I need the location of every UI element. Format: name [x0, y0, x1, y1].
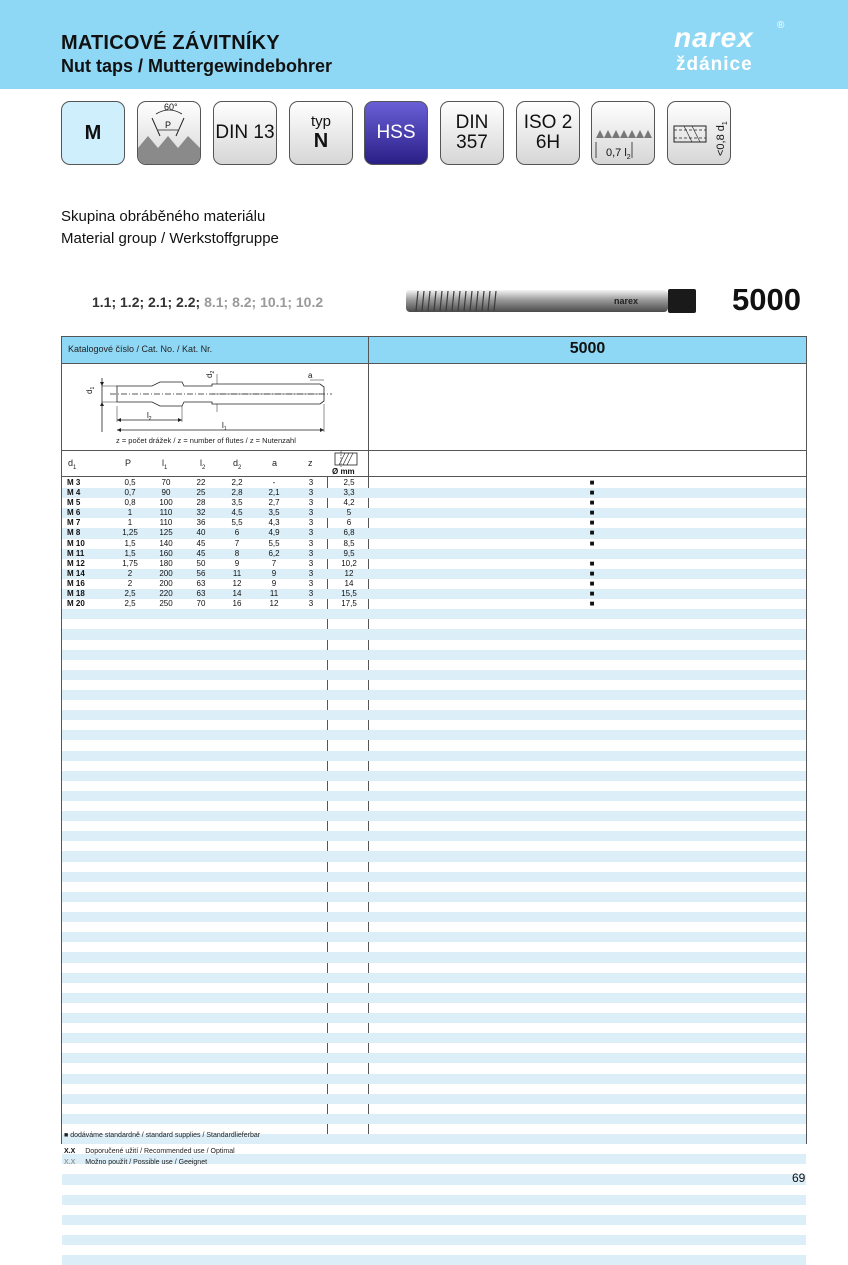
- table-row: [62, 720, 806, 730]
- cell-l2: 63: [196, 578, 206, 588]
- table-row: [62, 670, 806, 680]
- cell-l2: 22: [196, 478, 206, 487]
- cell-d2: 9: [234, 558, 240, 568]
- cell-d1: M 3: [67, 478, 81, 487]
- table-row: [62, 1003, 806, 1013]
- material-group-possible: 8.1; 8.2; 10.1; 10.2: [204, 294, 324, 310]
- cell-hole: 3,3: [343, 488, 355, 498]
- cell-l1: 180: [159, 558, 173, 568]
- cell-l1: 110: [159, 508, 173, 518]
- table-row: [62, 811, 806, 821]
- cell-d2: 3,5: [231, 498, 243, 508]
- cell-l2: 56: [196, 568, 206, 578]
- cell-p: 1,75: [122, 558, 138, 568]
- page-number: 69: [792, 1171, 806, 1185]
- cell-avail: ■: [589, 488, 595, 498]
- cell-l1: 140: [159, 538, 173, 548]
- table-row: [62, 1245, 806, 1255]
- legend-optimal-mark: X.X: [64, 1148, 76, 1155]
- cell-hole: 4,2: [343, 498, 355, 508]
- table-row: [62, 478, 806, 488]
- cell-l1: 200: [159, 568, 173, 578]
- cell-d2: 6: [234, 528, 240, 538]
- cell-d1: M 12: [67, 558, 85, 568]
- cell-a: 6,2: [268, 548, 280, 558]
- cell-a: -: [272, 478, 276, 487]
- tap-tool-image: [404, 286, 700, 316]
- din13-icon: [213, 101, 277, 165]
- brand-logo: narex: [674, 22, 754, 53]
- material-label: HSS: [376, 122, 416, 143]
- hole-limit-label: <0,8 d: [715, 125, 727, 156]
- table-row: [62, 851, 806, 861]
- cell-p: 0,8: [124, 498, 136, 508]
- legend-standard: [64, 1132, 260, 1139]
- diagram-l2: l: [147, 411, 149, 420]
- table-row: [62, 508, 806, 518]
- thread-profile-drawing: [138, 102, 200, 164]
- cell-hole: 14: [344, 578, 354, 588]
- table-row: [62, 1063, 806, 1073]
- table-row: [62, 862, 806, 872]
- cell-a: 4,3: [268, 518, 280, 528]
- catalog-label: Katalogové číslo / Cat. No. / Kat. Nr.: [68, 344, 213, 354]
- column-header-d1: $d_1$: [68, 458, 77, 471]
- table-row: [62, 609, 806, 619]
- cell-p: 2: [127, 568, 133, 578]
- table-row: [62, 1255, 806, 1265]
- thread-profile-icon: [137, 101, 201, 165]
- cell-d1: M 14: [67, 568, 85, 578]
- svg-text:d2: $d_2$: [205, 370, 216, 378]
- cell-d1: M 4: [67, 488, 81, 498]
- cell-d2: 16: [232, 599, 242, 609]
- table-row: [62, 892, 806, 902]
- cell-hole: 8,5: [343, 538, 355, 548]
- table-row: [62, 1053, 806, 1063]
- table-row: [62, 983, 806, 993]
- table-row: [62, 559, 806, 569]
- din357-line1: DIN: [455, 112, 489, 133]
- cell-d2: 4,5: [231, 508, 243, 518]
- registered-mark: ®: [777, 20, 785, 31]
- cell-avail: ■: [589, 578, 595, 588]
- diagram-l1: l: [222, 421, 224, 430]
- cell-l2: 25: [196, 488, 206, 498]
- table-row: [62, 932, 806, 942]
- cell-d2: 7: [234, 538, 240, 548]
- table-row: [62, 1033, 806, 1043]
- cell-d1: M 6: [67, 508, 81, 518]
- table-row: [62, 569, 806, 579]
- table-row: [62, 952, 806, 962]
- tolerance-icon: [516, 101, 580, 165]
- pitch-label: P: [165, 120, 172, 130]
- cell-avail: ■: [589, 568, 595, 578]
- table-row: [62, 1174, 806, 1184]
- column-header-pitch: P: [125, 458, 132, 468]
- legend-standard-mark: ■: [64, 1132, 69, 1139]
- table-row: [62, 1235, 806, 1245]
- cell-a: 12: [269, 599, 279, 609]
- cell-a: 2,7: [268, 498, 280, 508]
- cell-hole: 6: [346, 518, 352, 528]
- cell-l2: 32: [196, 508, 206, 518]
- table-row: [62, 740, 806, 750]
- cell-a: 5,5: [268, 538, 280, 548]
- chamfer-icon: [591, 101, 655, 165]
- material-group-standard: 1.1; 1.2; 2.1; 2.2;: [92, 294, 201, 310]
- table-row: [62, 801, 806, 811]
- legend-optimal: [64, 1148, 235, 1155]
- cell-p: 1,5: [124, 548, 136, 558]
- hole-depth-drawing: [668, 102, 730, 164]
- table-row: [62, 781, 806, 791]
- table-row: [62, 1094, 806, 1104]
- cell-l1: 160: [159, 548, 173, 558]
- cell-a: 11: [269, 589, 279, 599]
- cell-avail: ■: [589, 599, 595, 609]
- cell-a: 2,1: [268, 488, 280, 498]
- legend-possible-text: Možno použít / Possible use / Geeignet: [85, 1159, 208, 1166]
- cell-z: 3: [308, 599, 314, 609]
- table-row: [62, 1215, 806, 1225]
- cell-l2: 40: [196, 528, 206, 538]
- type-big-label: N: [313, 130, 329, 152]
- cell-avail: ■: [589, 558, 595, 568]
- column-header-d2: $d_2$: [233, 458, 242, 471]
- cell-z: 3: [308, 478, 314, 487]
- table-row: [62, 650, 806, 660]
- diagram-d2: d: [205, 373, 214, 378]
- cell-d1: M 18: [67, 589, 85, 599]
- table-row: [62, 912, 806, 922]
- cell-d2: 2,2: [231, 478, 243, 487]
- table-row: [62, 882, 806, 892]
- cell-hole: 6,8: [343, 528, 355, 538]
- tolerance-line2: 6H: [535, 132, 561, 153]
- table-row: [62, 1114, 806, 1124]
- table-row: [62, 1104, 806, 1114]
- cell-avail: ■: [589, 518, 595, 528]
- cell-z: 3: [308, 528, 314, 538]
- brand-logo-subtitle: ždánice: [676, 54, 753, 75]
- table-row: [62, 680, 806, 690]
- cell-l1: 200: [159, 578, 173, 588]
- cell-p: 0,5: [124, 478, 136, 487]
- cell-z: 3: [308, 508, 314, 518]
- cell-p: 2: [127, 578, 133, 588]
- cell-d1: M 16: [67, 578, 85, 588]
- diagram-d1: d: [85, 389, 94, 394]
- cell-p: 1,25: [122, 528, 138, 538]
- cell-z: 3: [308, 518, 314, 528]
- cell-l2: 45: [196, 538, 206, 548]
- svg-text:<0,8 d1: [715, 121, 729, 156]
- chamfer-drawing: [592, 102, 654, 164]
- cell-d2: 12: [232, 578, 242, 588]
- table-row: [62, 902, 806, 912]
- page-title: MATICOVÉ ZÁVITNÍKY: [61, 32, 280, 54]
- cell-d1: M 20: [67, 599, 85, 609]
- type-small-label: typ: [310, 113, 331, 130]
- svg-text:l1: $l_1$: [222, 421, 227, 432]
- cell-hole: 17,5: [341, 599, 357, 609]
- table-row: [62, 549, 806, 559]
- cell-avail: ■: [589, 478, 595, 487]
- cell-d1: M 5: [67, 498, 81, 508]
- cell-p: 1: [127, 518, 133, 528]
- column-header-hole: Ø mm: [332, 467, 355, 476]
- cell-d1: M 10: [67, 538, 85, 548]
- table-row: [62, 660, 806, 670]
- flutes-note: z = počet drážek / z = number of flutes / z = Nutenzahl: [116, 436, 296, 445]
- material-icon: [364, 101, 428, 165]
- hole-limit-sub: 1: [722, 121, 729, 126]
- thread-type-icon: [61, 101, 125, 165]
- cell-l1: 110: [159, 518, 173, 528]
- cell-p: 2,5: [124, 599, 136, 609]
- hole-depth-icon: [667, 101, 731, 165]
- cell-avail: ■: [589, 538, 595, 548]
- table-row: [62, 922, 806, 932]
- cell-l1: 100: [159, 498, 173, 508]
- table-row: [62, 710, 806, 720]
- table-row: [62, 599, 806, 609]
- cell-hole: 12: [344, 568, 354, 578]
- table-row: [62, 751, 806, 761]
- column-header-l1: $l_1$: [162, 458, 168, 471]
- table-row: [62, 1043, 806, 1053]
- svg-text:d1: $d_1$: [85, 386, 96, 394]
- cell-avail: ■: [589, 589, 595, 599]
- table-row: [62, 640, 806, 650]
- table-row: [62, 1074, 806, 1084]
- cell-l1: 70: [161, 478, 171, 487]
- din357-icon: [440, 101, 504, 165]
- cell-z: 3: [308, 538, 314, 548]
- table-row: [62, 539, 806, 549]
- cell-l2: 36: [196, 518, 206, 528]
- table-row: [62, 619, 806, 629]
- cell-avail: ■: [589, 528, 595, 538]
- table-row: [62, 963, 806, 973]
- cell-z: 3: [308, 488, 314, 498]
- diagram-a: a: [308, 371, 313, 380]
- chamfer-sub: 2: [626, 154, 631, 161]
- cell-hole: 9,5: [343, 548, 355, 558]
- table-row: [62, 629, 806, 639]
- cell-l1: 125: [159, 528, 173, 538]
- cell-z: 3: [308, 558, 314, 568]
- cell-d2: 14: [232, 589, 242, 599]
- tolerance-line1: ISO 2: [523, 112, 573, 133]
- table-row: [62, 872, 806, 882]
- cell-p: 1: [127, 508, 133, 518]
- cell-a: 9: [271, 578, 277, 588]
- cell-d1: M 7: [67, 518, 81, 528]
- table-row: [62, 1084, 806, 1094]
- legend-possible: [64, 1159, 207, 1166]
- table-row: [62, 518, 806, 528]
- column-header-divider: [62, 476, 806, 477]
- cell-l2: 50: [196, 558, 206, 568]
- material-group-label-en: Material group / Werkstoffgruppe: [61, 230, 279, 247]
- cell-l1: 220: [159, 589, 173, 599]
- table-row: [62, 690, 806, 700]
- diagram-divider: [62, 450, 806, 451]
- cell-z: 3: [308, 548, 314, 558]
- column-header-a: a: [272, 458, 278, 468]
- cell-z: 3: [308, 589, 314, 599]
- material-group-list: [92, 294, 323, 310]
- table-row: [62, 1013, 806, 1023]
- table-row: [62, 579, 806, 589]
- table-row: [62, 791, 806, 801]
- material-group-label-cz: Skupina obráběného materiálu: [61, 208, 266, 225]
- catalog-number: 5000: [569, 340, 606, 357]
- cell-a: 7: [271, 558, 277, 568]
- table-row: [62, 841, 806, 851]
- svg-text:0,7 l2: [606, 147, 631, 161]
- cell-l2: 45: [196, 548, 206, 558]
- cell-l2: 63: [196, 589, 206, 599]
- tool-brand: narex: [614, 296, 639, 306]
- drill-hole-icon: [333, 451, 361, 467]
- cell-a: 9: [271, 568, 277, 578]
- table-row: [62, 831, 806, 841]
- cell-d2: 8: [234, 548, 240, 558]
- cell-avail: ■: [589, 498, 595, 508]
- legend-optimal-text: Doporučené užití / Recommended use / Optimal: [85, 1148, 235, 1155]
- product-number: 5000: [732, 282, 801, 317]
- cell-hole: 10,2: [341, 558, 357, 568]
- svg-text:l2: $l_2$: [147, 411, 152, 422]
- table-row: [62, 1205, 806, 1215]
- din357-line2: 357: [456, 132, 488, 153]
- table-row: [62, 528, 806, 538]
- cell-p: 2,5: [124, 589, 136, 599]
- cell-l1: 250: [159, 599, 173, 609]
- table-row: [62, 993, 806, 1003]
- table-body: [62, 478, 806, 1265]
- cell-z: 3: [308, 498, 314, 508]
- table-row: [62, 1225, 806, 1235]
- cell-l1: 90: [161, 488, 171, 498]
- cell-d1: M 11: [67, 548, 85, 558]
- cell-d1: M 8: [67, 528, 81, 538]
- cell-d2: 11: [232, 568, 242, 578]
- table-row: [62, 942, 806, 952]
- table-row: [62, 700, 806, 710]
- angle-label: 60°: [164, 102, 178, 112]
- cell-d2: 5,5: [231, 518, 243, 528]
- table-row: [62, 498, 806, 508]
- cell-z: 3: [308, 568, 314, 578]
- chamfer-label: 0,7 l: [606, 147, 627, 159]
- table-row: [62, 730, 806, 740]
- thread-type-label: M: [84, 121, 102, 144]
- cell-p: 1,5: [124, 538, 136, 548]
- page-subtitle: Nut taps / Muttergewindebohrer: [61, 56, 333, 76]
- cell-hole: 5: [346, 508, 352, 518]
- din13-label: DIN 13: [215, 122, 275, 143]
- cell-avail: ■: [589, 508, 595, 518]
- type-icon: [289, 101, 353, 165]
- cell-hole: 2,5: [343, 478, 355, 487]
- table-row: [62, 1185, 806, 1195]
- cell-z: 3: [308, 578, 314, 588]
- cell-l2: 28: [196, 498, 206, 508]
- table-row: [62, 1023, 806, 1033]
- cell-l2: 70: [196, 599, 206, 609]
- legend-standard-text: dodáváme standardně / standard supplies / Standardlieferbar: [70, 1132, 261, 1139]
- table-row: [62, 771, 806, 781]
- cell-hole: 15,5: [341, 589, 357, 599]
- cell-a: 3,5: [268, 508, 280, 518]
- cell-a: 4,9: [268, 528, 280, 538]
- column-header-z: z: [308, 458, 313, 468]
- table-row: [62, 973, 806, 983]
- table-row: [62, 761, 806, 771]
- table-row: [62, 488, 806, 498]
- table-row: [62, 821, 806, 831]
- cell-p: 0,7: [124, 488, 136, 498]
- legend-possible-mark: X.X: [64, 1159, 76, 1166]
- column-header-l2: $l_2$: [200, 458, 206, 471]
- table-row: [62, 589, 806, 599]
- cell-d2: 2,8: [231, 488, 243, 498]
